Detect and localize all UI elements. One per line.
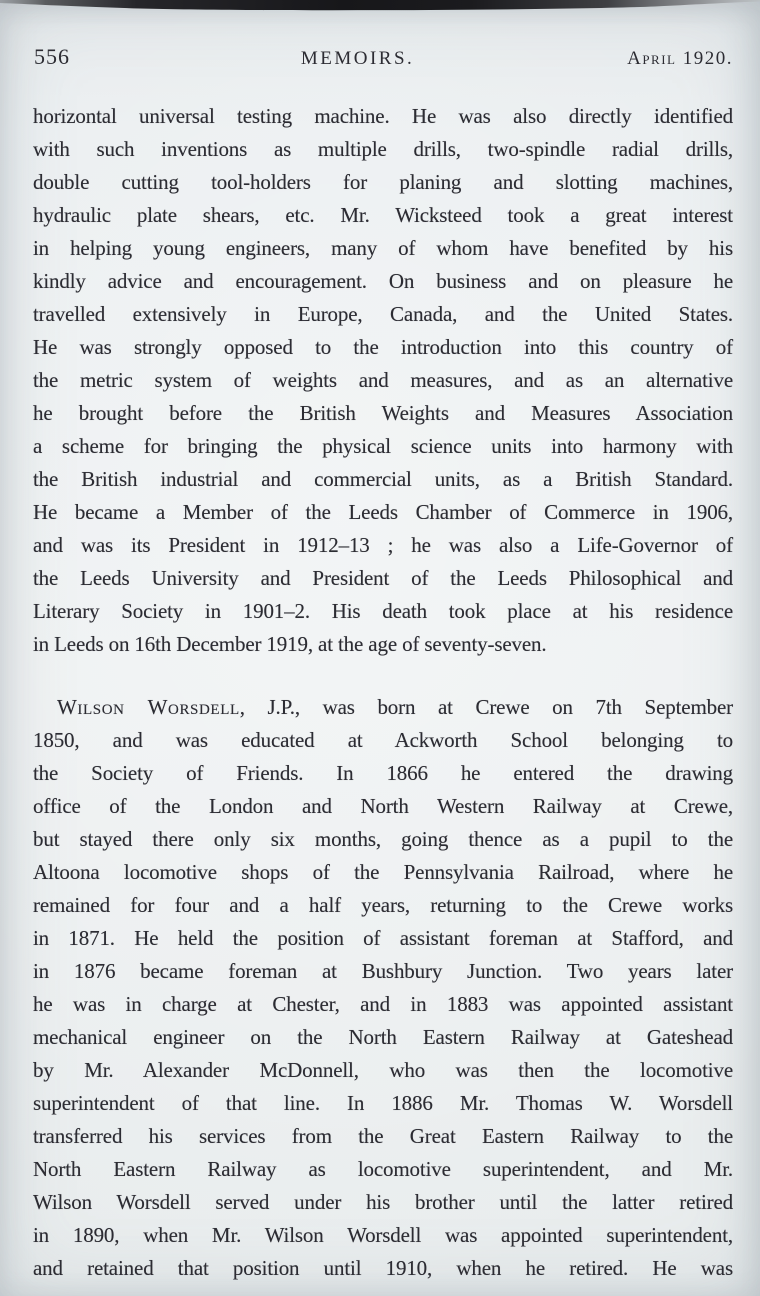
text-line: he brought before the British Weights and Measures Association — [33, 401, 733, 425]
text-line: he was in charge at Chester, and in 1883 was appointed assistant — [33, 992, 733, 1016]
paragraph-wicksteed — [33, 100, 733, 661]
text-line: travelled extensively in Europe, Canada, and the United States. — [33, 302, 733, 326]
issue-date: April 1920. — [627, 48, 733, 69]
page-body — [33, 100, 733, 1285]
text-line: the Society of Friends. In 1866 he entered the drawing — [33, 761, 733, 785]
text-line: double cutting tool-holders for planing and slotting machines, — [33, 170, 733, 194]
memoir-subject-name: Wilson Worsdell — [57, 695, 240, 719]
paragraph-worsdell — [33, 691, 733, 1285]
text-line: kindly advice and encouragement. On business and on pleasure he — [33, 269, 733, 293]
page-header — [34, 44, 733, 70]
text-line: a scheme for bringing the physical science units into harmony with — [33, 434, 733, 458]
text-line: Wilson Worsdell served under his brother until the latter retired — [33, 1190, 733, 1214]
text-line: mechanical engineer on the North Eastern Railway at Gateshead — [33, 1025, 733, 1049]
text-line: Literary Society in 1901–2. His death took place at his residence — [33, 599, 733, 623]
text-line: but stayed there only six months, going thence as a pupil to the — [33, 827, 733, 851]
text-line: remained for four and a half years, returning to the Crewe works — [33, 893, 733, 917]
text-line: superintendent of that line. In 1886 Mr. Thomas W. Worsdell — [33, 1091, 733, 1115]
text-line: in helping young engineers, many of whom have benefited by his — [33, 236, 733, 260]
text-line: hydraulic plate shears, etc. Mr. Wicksteed took a great interest — [33, 203, 733, 227]
text-line: office of the London and North Western Railway at Crewe, — [33, 794, 733, 818]
text-line: and was its President in 1912–13 ; he was also a Life-Governor of — [33, 533, 733, 557]
text-line: North Eastern Railway as locomotive superintendent, and Mr. — [33, 1157, 733, 1181]
text-line: in 1890, when Mr. Wilson Worsdell was appointed superintendent, — [33, 1223, 733, 1247]
text-segment: , J.P., was born at Crewe on 7th September — [239, 695, 733, 719]
text-line: in Leeds on 16th December 1919, at the age of seventy-seven. — [33, 632, 547, 656]
text-line: in 1871. He held the position of assistant foreman at Stafford, and — [33, 926, 733, 950]
book-top-edge-shadow — [0, 0, 760, 16]
text-line: by Mr. Alexander McDonnell, who was then the locomotive — [33, 1058, 733, 1082]
paragraph-worsdell-lines — [33, 724, 733, 1285]
text-line: Altoona locomotive shops of the Pennsylvania Railroad, where he — [33, 860, 733, 884]
text-line — [33, 691, 733, 724]
text-line: the metric system of weights and measures, and as an alternative — [33, 368, 733, 392]
text-line: in 1876 became foreman at Bushbury Junction. Two years later — [33, 959, 733, 983]
text-line: the British industrial and commercial units, as a British Standard. — [33, 467, 733, 491]
text-line: and retained that position until 1910, when he retired. He was — [33, 1256, 733, 1280]
text-line: He became a Member of the Leeds Chamber of Commerce in 1906, — [33, 500, 733, 524]
text-line: 1850, and was educated at Ackworth School belonging to — [33, 728, 733, 752]
text-line: with such inventions as multiple drills, two-spindle radial drills, — [33, 137, 733, 161]
text-line: He was strongly opposed to the introduction into this country of — [33, 335, 733, 359]
running-title: MEMOIRS. — [300, 48, 415, 69]
page-number: 556 — [34, 44, 70, 69]
text-line: transferred his services from the Great Eastern Railway to the — [33, 1124, 733, 1148]
text-line: the Leeds University and President of the Leeds Philosophical and — [33, 566, 733, 590]
text-line: horizontal universal testing machine. He was also directly identified — [33, 104, 733, 128]
